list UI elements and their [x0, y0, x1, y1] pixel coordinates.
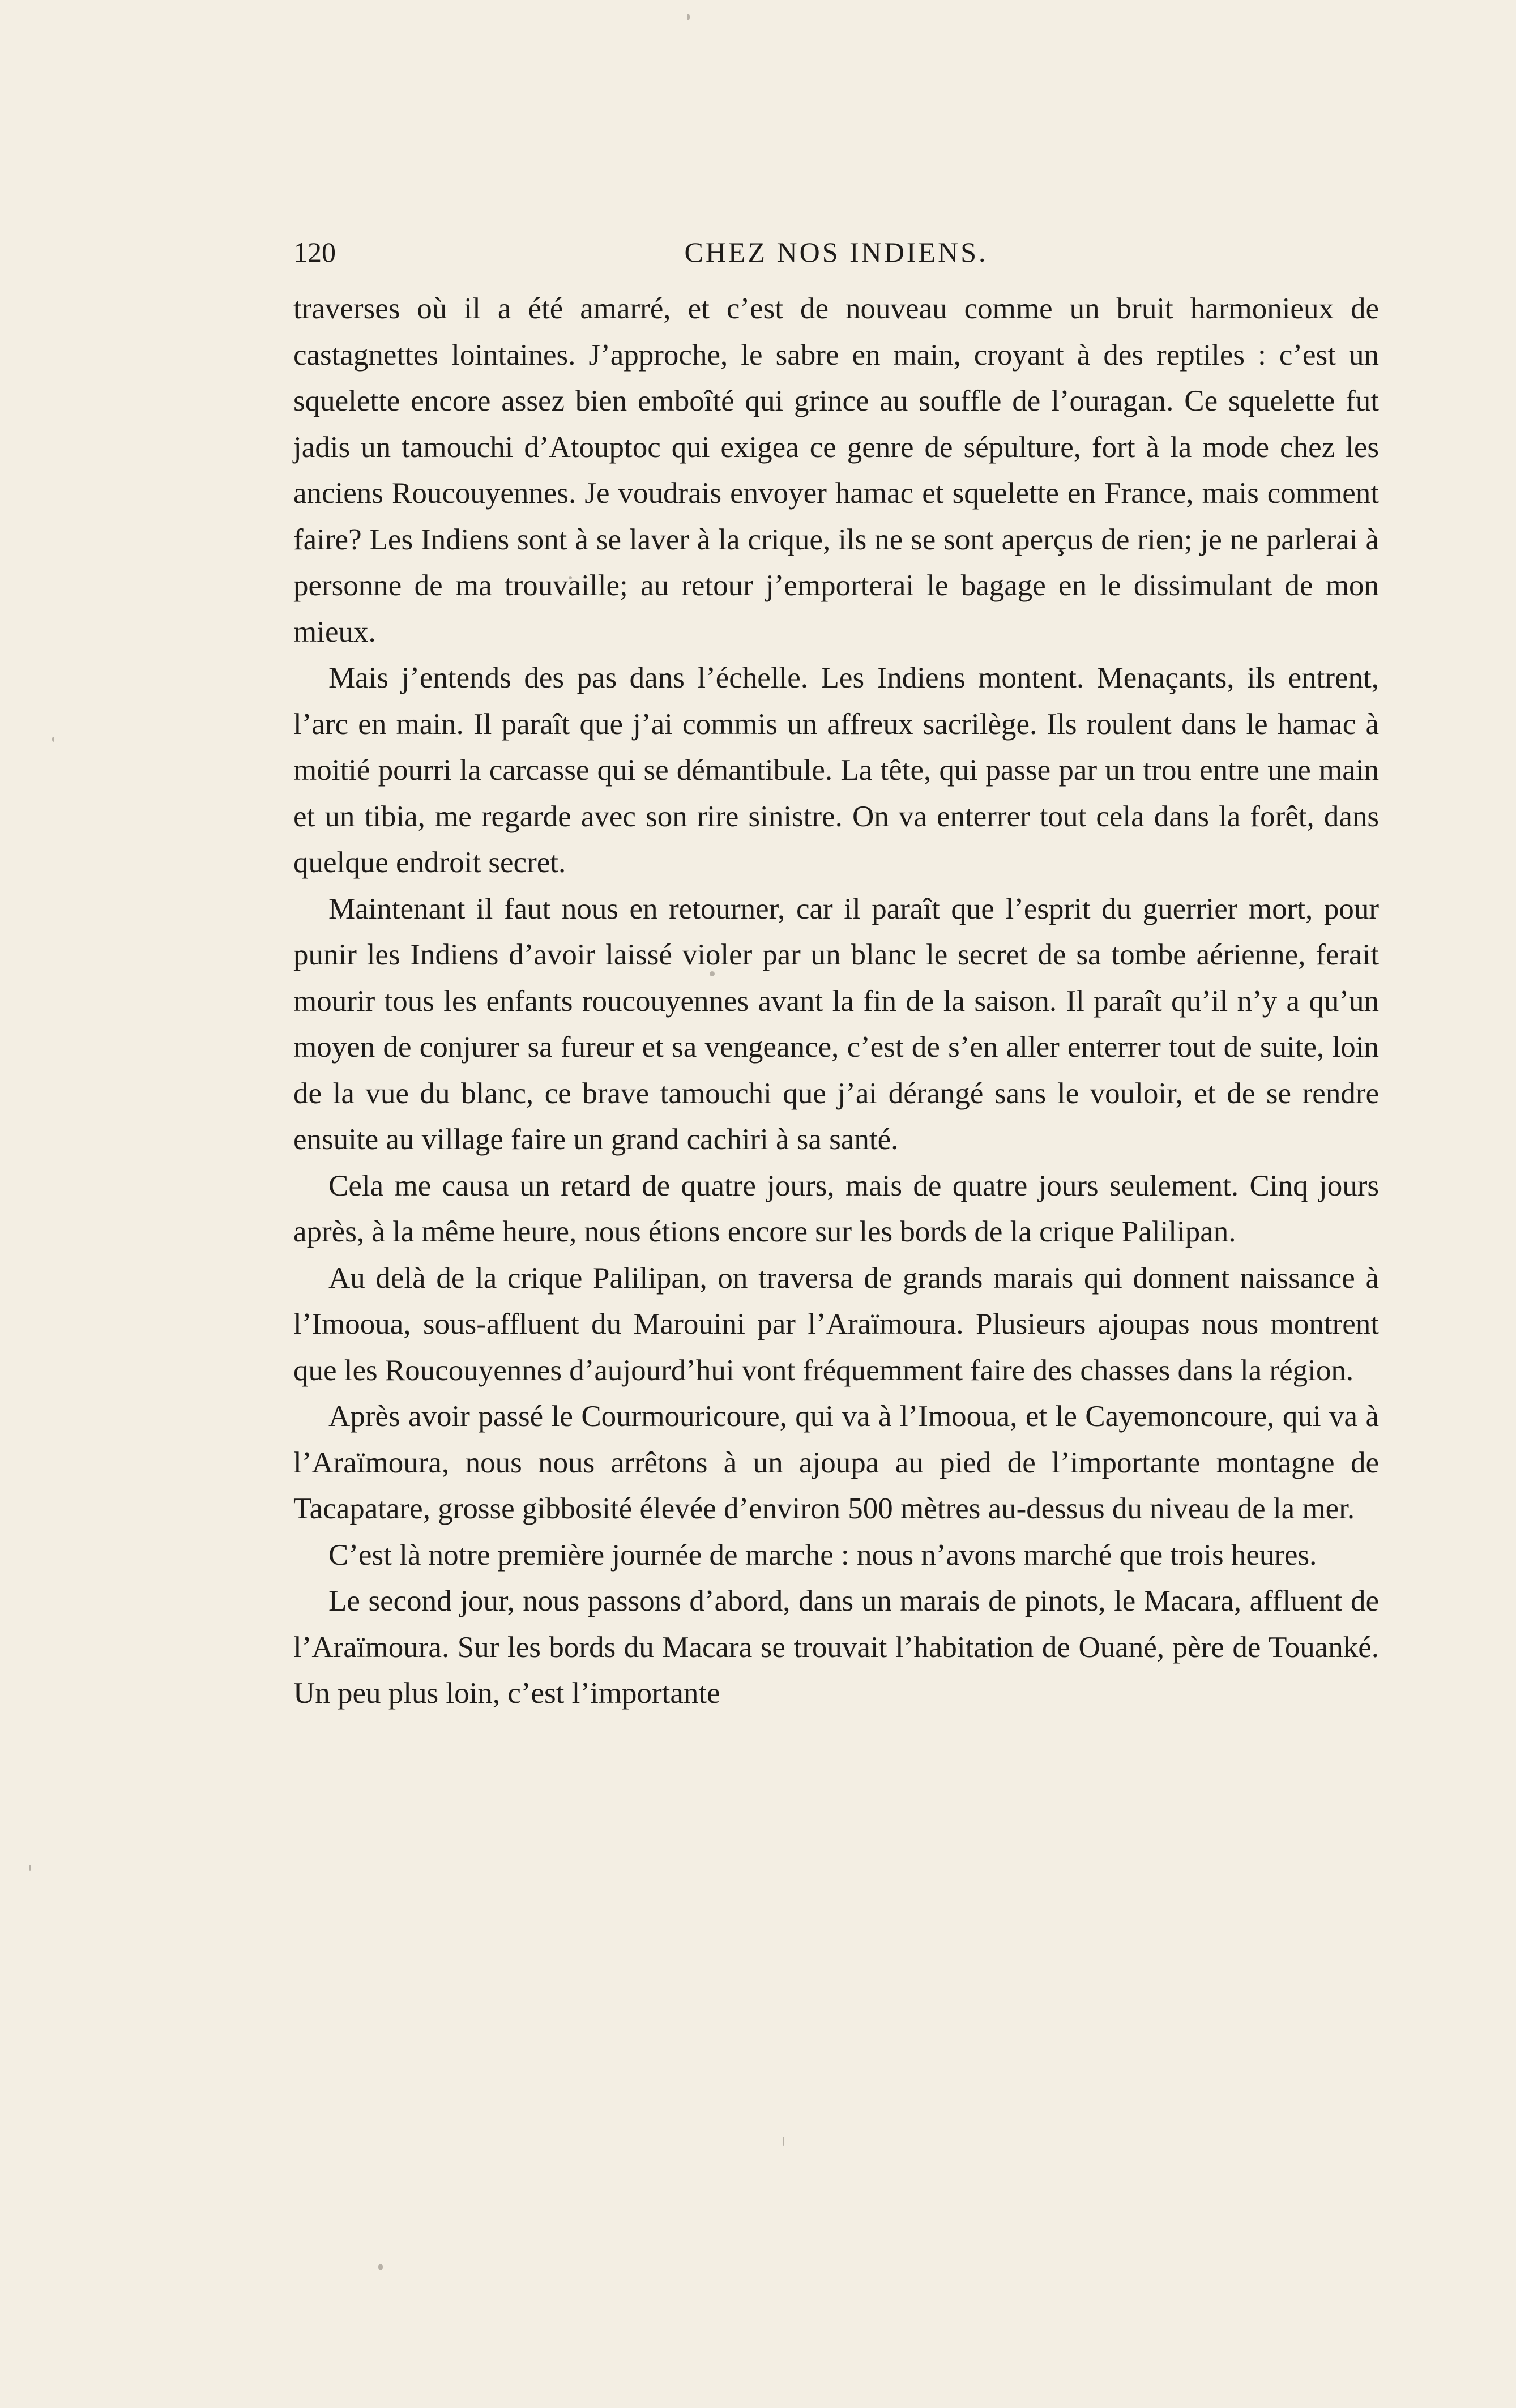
- scan-speck: [783, 2137, 784, 2146]
- paragraph: C’est là notre première journée de marche : nous n’avons marché que trois heures.: [328, 1538, 1317, 1572]
- paragraph: Le second jour, nous passons d’abord, dans un marais de pinots, le Macara, affluent de l’Araïmoura. Sur les bords du Macara se trouvait l’habitation de Ouané, père de Touanké. Un peu plus loin, c’est l’importante: [293, 1585, 1379, 1710]
- paragraph: Maintenant il faut nous en retourner, car il paraît que l’esprit du guerrier mort, pour punir les Indiens d’avoir laissé violer par un blanc le secret de sa tombe aérienne, ferait mourir tous les enfants roucouyennes avant la fin de la saison. Il paraît qu’il n’y a qu’un moyen de conjurer sa fureur et sa vengeance, c’est de s’en aller enterrer tout de suite, loin de la vue du blanc, ce brave tamouchi que j’ai dérangé sans le vouloir, et de se rendre ensuite au village faire un grand cachiri à sa santé.: [293, 892, 1379, 1156]
- paragraph: Mais j’entends des pas dans l’échelle. Les Indiens montent. Menaçants, ils entrent, l’arc en main. Il paraît que j’ai commis un affreux sacrilège. Ils roulent dans le hamac à moitié pourri la carcasse qui se démantibule. La tête, qui passe par un trou entre une main et un tibia, me regarde avec son rire sinistre. On va enterrer tout cela dans la forêt, dans quelque endroit secret.: [293, 661, 1379, 879]
- body-text: [293, 286, 1379, 1717]
- scan-speck: [52, 737, 54, 742]
- scan-speck: [687, 14, 690, 20]
- paragraph: Après avoir passé le Courmouricoure, qui va à l’Imooua, et le Cayemoncoure, qui va à l’Araïmoura, nous nous arrêtons à un ajoupa au pied de l’importante montagne de Tacapatare, grosse gibbosité élevée d’environ 500 mètres au-dessus du niveau de la mer.: [293, 1400, 1379, 1525]
- page-number: 120: [293, 236, 336, 268]
- paragraph: Au delà de la crique Palilipan, on traversa de grands marais qui donnent naissance à l’Imooua, sous-affluent du Marouini par l’Araïmoura. Plusieurs ajoupas nous montrent que les Roucouyennes d’aujourd’hui vont fréquemment faire des chasses dans la région.: [293, 1261, 1379, 1387]
- scan-speck: [710, 971, 715, 976]
- scan-speck: [378, 2264, 383, 2270]
- running-title: CHEZ NOS INDIENS.: [684, 236, 988, 268]
- scan-speck: [29, 1865, 31, 1871]
- scan-speck: [569, 576, 572, 579]
- page-header: [293, 227, 1379, 277]
- paragraph: Cela me causa un retard de quatre jours, mais de quatre jours seulement. Cinq jours après, à la même heure, nous étions encore sur les bords de la crique Palilipan.: [293, 1169, 1379, 1248]
- paragraph-continuation: traverses où il a été amarré, et c’est de nouveau comme un bruit harmonieux de castagnettes lointaines. J’approche, le sabre en main, croyant à des reptiles : c’est un squelette encore assez bien emboîté qui grince au souffle de l’ouragan. Ce squelette fut jadis un tamouchi d’Atouptoc qui exigea ce genre de sépulture, fort à la mode chez les anciens Roucouyennes. Je voudrais envoyer hamac et squelette en France, mais comment faire? Les Indiens sont à se laver à la crique, ils ne se sont aperçus de rien; je ne parlerai à personne de ma trouvaille; au retour j’emporterai le bagage en le dissimulant de mon mieux.: [293, 292, 1379, 648]
